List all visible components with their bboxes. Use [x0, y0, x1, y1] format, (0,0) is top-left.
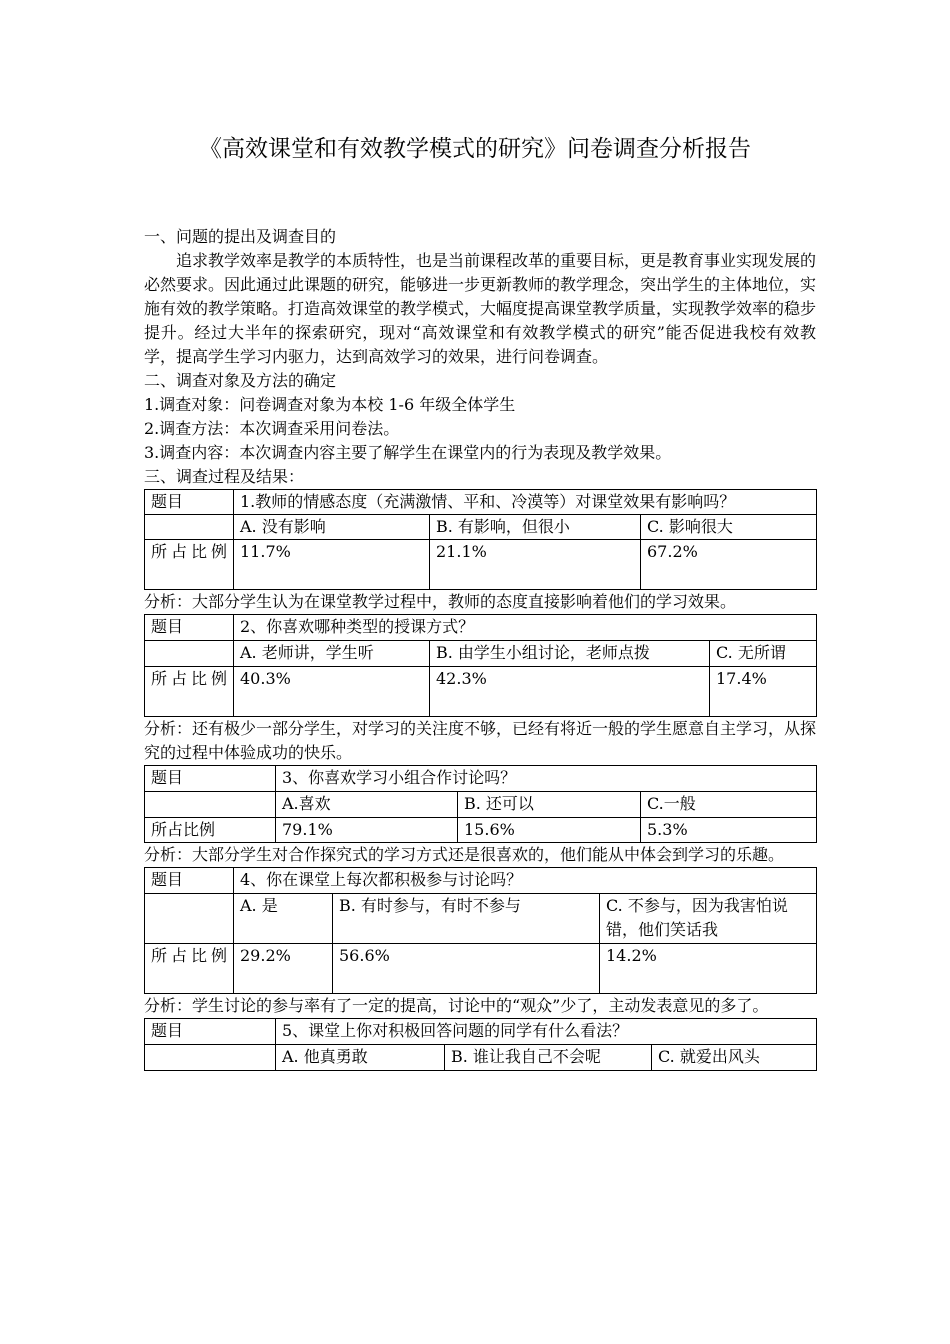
option-b: B. 有时参与，有时不参与: [333, 894, 600, 944]
ratio-c: 67.2%: [641, 540, 817, 590]
ratio-b: 21.1%: [430, 540, 641, 590]
blank-cell: [145, 515, 234, 540]
section3-heading: 三、调查过程及结果：: [144, 467, 305, 486]
topic-label: 题目: [145, 615, 234, 641]
report-title: 《高效课堂和有效教学模式的研究》问卷调查分析报告: [199, 136, 751, 162]
option-c: C. 影响很大: [641, 515, 817, 540]
section2-item: 3.调查内容：本次调查内容主要了解学生在课堂内的行为表现及教学效果。: [144, 443, 672, 462]
ratio-c: 14.2%: [600, 944, 817, 994]
option-a: A. 没有影响: [234, 515, 430, 540]
option-a: A. 他真勇敢: [276, 1045, 445, 1071]
option-a: A. 老师讲，学生听: [234, 641, 430, 667]
ratio-label: 所占比例: [145, 667, 234, 717]
ratio-label: 所占比例: [145, 944, 234, 994]
analysis-q1: 分析：大部分学生认为在课堂教学过程中，教师的态度直接影响着他们的学习效果。: [144, 592, 737, 611]
blank-cell: [145, 792, 276, 818]
option-c: C. 就爱出风头: [652, 1045, 817, 1071]
ratio-label: 所占比例: [145, 540, 234, 590]
blank-cell: [145, 641, 234, 667]
blank-cell: [145, 1045, 276, 1071]
option-c: C.一般: [641, 792, 817, 818]
blank-cell: [145, 894, 234, 944]
report-body: [144, 225, 816, 1071]
section1-heading: 一、问题的提出及调查目的: [144, 227, 337, 246]
question-text: 3、你喜欢学习小组合作讨论吗？: [276, 766, 817, 792]
topic-label: 题目: [145, 1019, 276, 1045]
ratio-c: 5.3%: [641, 818, 817, 843]
section1-body: 追求教学效率是教学的本质特性，也是当前课程改革的重要目标，更是教育事业实现发展的必然要求。因此通过此课题的研究，能够进一步更新教师的教学理念，突出学生的主体地位，实施有效的教学策略。打造高效课堂的教学模式，大幅度提高课堂教学质量，实现教学效率的稳步提升。经过大半年的探索研究，现对“高效课堂和有效教学模式的研究”能否促进我校有效教学，提高学生学习内驱力，达到高效学习的效果，进行问卷调查。: [144, 251, 817, 366]
analysis-q4: 分析：学生讨论的参与率有了一定的提高，讨论中的“观众”少了，主动发表意见的多了。: [144, 996, 769, 1015]
option-c: C. 不参与，因为我害怕说错，他们笑话我: [600, 894, 817, 944]
ratio-b: 56.6%: [333, 944, 600, 994]
ratio-b: 15.6%: [458, 818, 641, 843]
option-b: B. 由学生小组讨论，老师点拨: [430, 641, 710, 667]
question-text: 5、课堂上你对积极回答问题的同学有什么看法？: [276, 1019, 817, 1045]
question-text: 1.教师的情感态度（充满激情、平和、冷漠等）对课堂效果有影响吗？: [234, 490, 817, 515]
option-a: A.喜欢: [276, 792, 458, 818]
question-text: 2、你喜欢哪种类型的授课方式？: [234, 615, 817, 641]
survey-table-q5: [144, 1018, 817, 1071]
option-a: A. 是: [234, 894, 333, 944]
ratio-b: 42.3%: [430, 667, 710, 717]
topic-label: 题目: [145, 868, 234, 894]
section2-item: 1.调查对象：问卷调查对象为本校 1-6 年级全体学生: [144, 395, 516, 414]
question-text: 4、你在课堂上每次都积极参与讨论吗？: [234, 868, 817, 894]
ratio-a: 11.7%: [234, 540, 430, 590]
ratio-a: 40.3%: [234, 667, 430, 717]
option-b: B. 有影响，但很小: [430, 515, 641, 540]
ratio-c: 17.4%: [710, 667, 817, 717]
option-b: B. 还可以: [458, 792, 641, 818]
ratio-a: 29.2%: [234, 944, 333, 994]
ratio-a: 79.1%: [276, 818, 458, 843]
topic-label: 题目: [145, 766, 276, 792]
option-b: B. 谁让我自己不会呢: [445, 1045, 652, 1071]
section2-item: 2.调查方法：本次调查采用问卷法。: [144, 419, 400, 438]
survey-table-q2: [144, 614, 817, 717]
survey-table-q3: [144, 765, 817, 843]
topic-label: 题目: [145, 490, 234, 515]
option-c: C. 无所谓: [710, 641, 817, 667]
survey-table-q1: [144, 489, 817, 590]
ratio-label: 所占比例: [145, 818, 276, 843]
analysis-q2: 分析：还有极少一部分学生，对学习的关注度不够，已经有将近一般的学生愿意自主学习，从探究的过程中体验成功的快乐。: [144, 719, 817, 762]
survey-table-q4: [144, 867, 817, 994]
analysis-q3: 分析：大部分学生对合作探究式的学习方式还是很喜欢的，他们能从中体会到学习的乐趣。: [144, 845, 785, 864]
section2-heading: 二、调查对象及方法的确定: [144, 371, 337, 390]
